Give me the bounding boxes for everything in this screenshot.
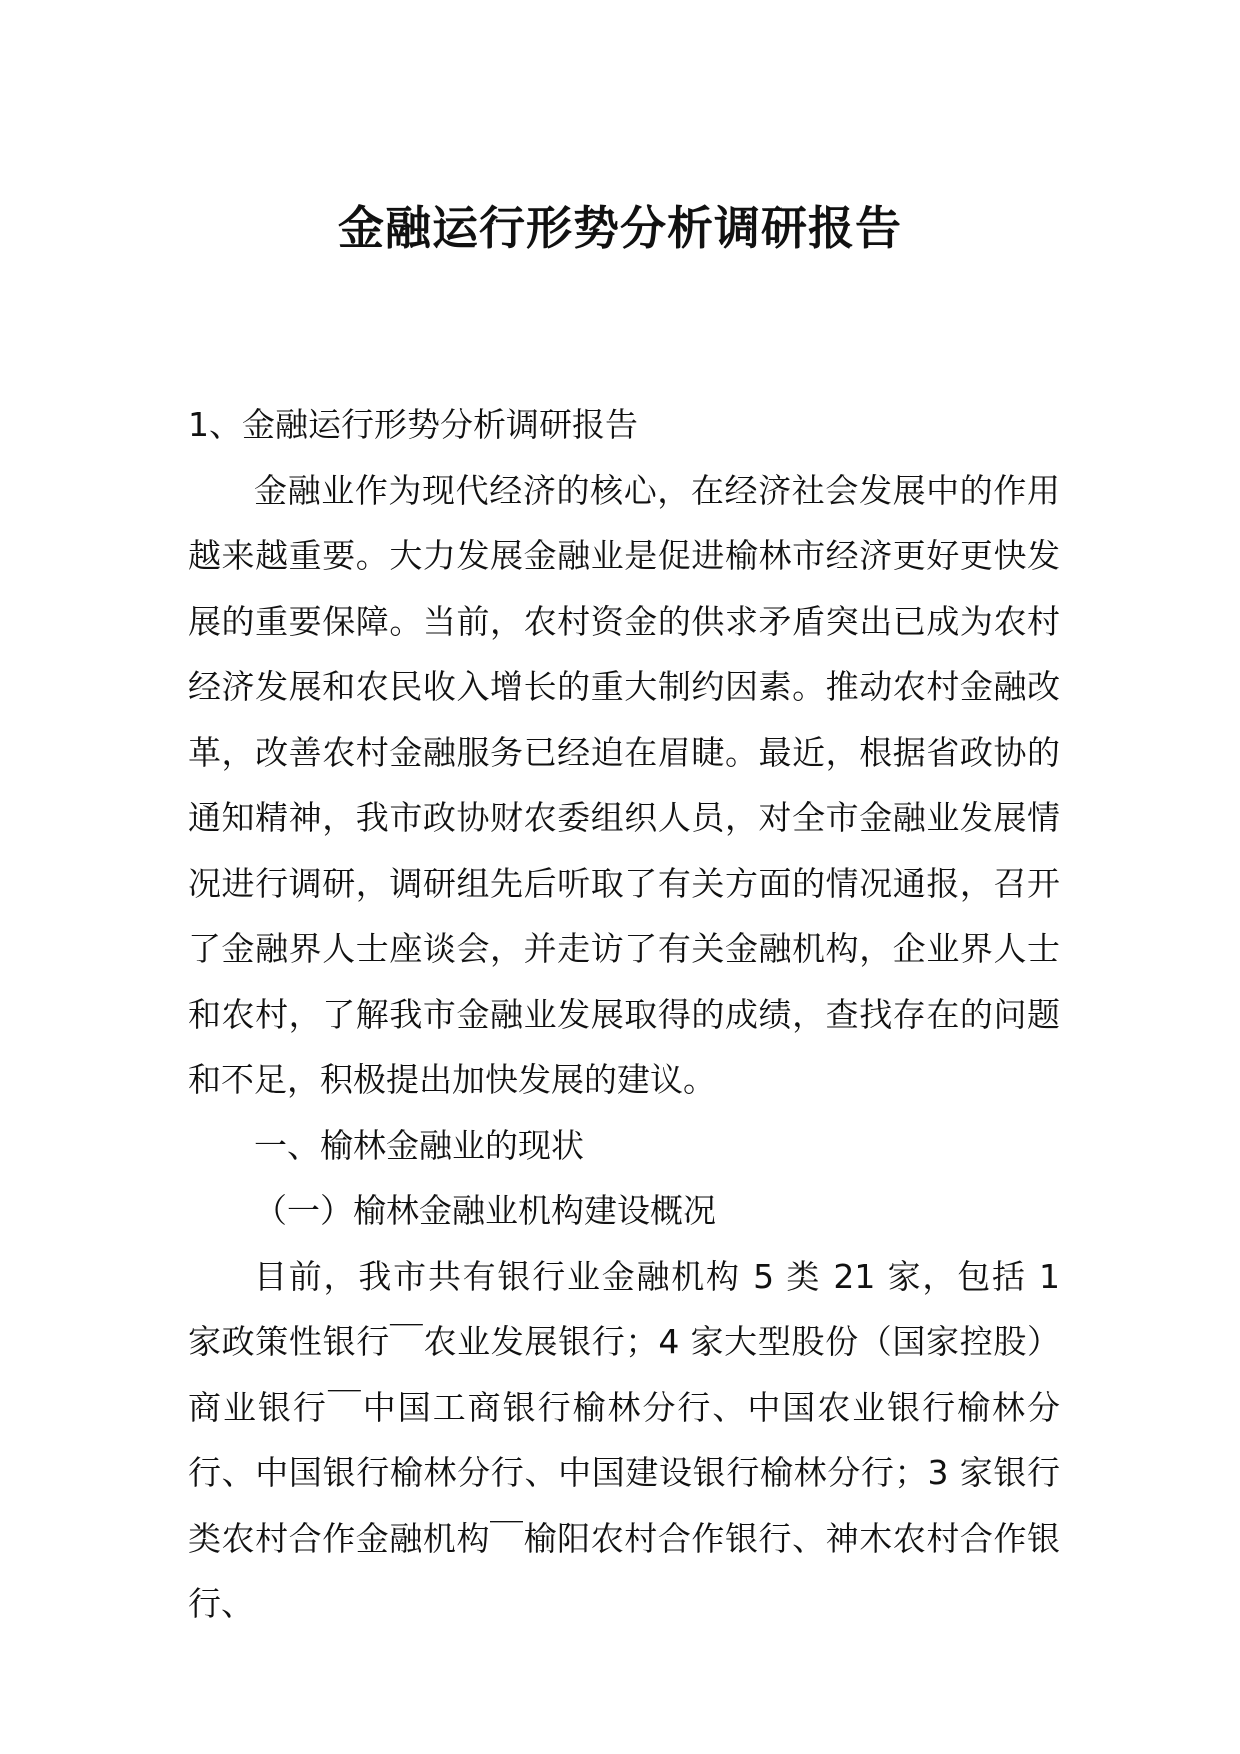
document-title: 金融运行形势分析调研报告 — [338, 201, 902, 255]
section-heading-numbered: 1、金融运行形势分析调研报告 — [188, 405, 638, 444]
section-heading-1: 一、榆林金融业的现状 — [254, 1125, 584, 1165]
document-body — [188, 392, 1060, 1637]
intro-paragraph: 金融业作为现代经济的核心，在经济社会发展中的作用越来越重要。大力发展金融业是促进榆林市经济更好更快发展的重要保障。当前，农村资金的供求矛盾突出已成为农村经济发展和农民收入增长的重大制约因素。推动农村金融改革，改善农村金融服务已经迫在眉睫。最近，根据省政协的通知精神，我市政协财农委组织人员，对全市金融业发展情况进行调研，调研组先后听取了有关方面的情况通报，召开了金融界人士座谈会，并走访了有关金融机构，企业界人士和农村，了解我市金融业发展取得的成绩，查找存在的问题和不足，积极提出加快发展的建议。 — [188, 470, 1060, 1099]
body-paragraph: 目前，我市共有银行业金融机构 5 类 21 家，包括 1 家政策性银行￣农业发展银行；4 家大型股份（国家控股）商业银行￣中国工商银行榆林分行、中国农业银行榆林分行、中国银行榆林分行、中国建设银行榆林分行；3 家银行类农村合作金融机构￣榆阳农村合作银行、神木农村合作银行、 — [188, 1256, 1060, 1623]
subsection-heading-1: （一）榆林金融业机构建设概况 — [254, 1191, 716, 1230]
